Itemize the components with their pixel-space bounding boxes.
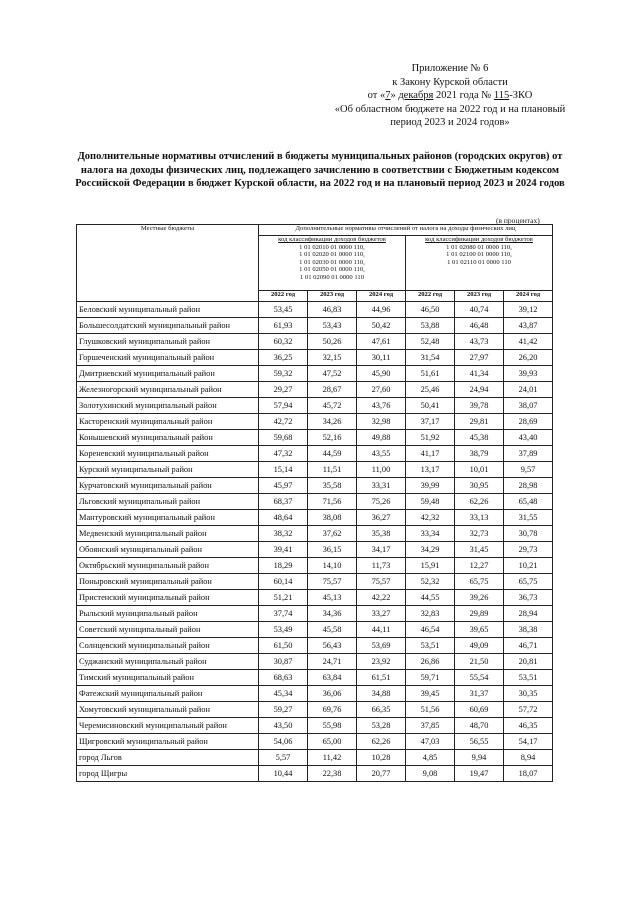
normative-value: 45,58 (308, 622, 357, 638)
normative-value: 62,26 (357, 734, 406, 750)
normative-value: 11,51 (308, 462, 357, 478)
table-row (77, 302, 553, 318)
normative-value: 38,79 (455, 446, 504, 462)
document-title: Дополнительные нормативы отчислений в бюджеты муниципальных районов (городских округов) от налога на доходы физических лиц, подлежащего зачислению в соответствии с Бюджетным кодексом Российской Федерации в бюджет Курской области, на 2022 год и на плановый период 2023 и 2024 годов (75, 151, 565, 189)
normative-value: 42,72 (259, 414, 308, 430)
normative-value: 33,27 (357, 606, 406, 622)
normative-value: 51,92 (406, 430, 455, 446)
normative-value: 18,29 (259, 558, 308, 574)
budget-name: Хомутовский муниципальный район (77, 702, 259, 718)
table-row (77, 590, 553, 606)
budget-name: Рыльский муниципальный район (77, 606, 259, 622)
normative-value: 27,97 (455, 350, 504, 366)
budget-name: Фатежский муниципальный район (77, 686, 259, 702)
budget-name: Кореневский муниципальный район (77, 446, 259, 462)
normative-value: 29,73 (504, 542, 553, 558)
budget-name: Обоянский муниципальный район (77, 542, 259, 558)
normative-value: 47,32 (259, 446, 308, 462)
normative-value: 65,48 (504, 494, 553, 510)
normative-value: 36,06 (308, 686, 357, 702)
table-row (77, 574, 553, 590)
annex-law-title-1: «Об областном бюджете на 2022 год и на плановый (334, 103, 566, 115)
normative-value: 29,89 (455, 606, 504, 622)
annex-date-month: декабря (398, 90, 434, 101)
normative-value: 10,01 (455, 462, 504, 478)
normative-value: 4,85 (406, 750, 455, 766)
normative-value: 14,10 (308, 558, 357, 574)
budget-name: Мантуровский муниципальный район (77, 510, 259, 526)
normative-value: 20,77 (357, 766, 406, 782)
budget-name: Солнцевский муниципальный район (77, 638, 259, 654)
normative-value: 39,65 (455, 622, 504, 638)
table-row (77, 414, 553, 430)
budget-name: Тимский муниципальный район (77, 670, 259, 686)
normative-value: 26,20 (504, 350, 553, 366)
normative-value: 13,17 (406, 462, 455, 478)
table-row (77, 430, 553, 446)
normative-value: 53,51 (406, 638, 455, 654)
normative-value: 48,64 (259, 510, 308, 526)
normative-value: 41,34 (455, 366, 504, 382)
column-header-budgets: Местные бюджеты (77, 225, 259, 302)
table-row (77, 622, 553, 638)
budget-name: Октябрьский муниципальный район (77, 558, 259, 574)
normative-value: 50,42 (357, 318, 406, 334)
normative-value: 37,74 (259, 606, 308, 622)
normatives-table (76, 224, 553, 782)
normative-value: 9,57 (504, 462, 553, 478)
normative-value: 21,50 (455, 654, 504, 670)
normative-value: 37,85 (406, 718, 455, 734)
normative-value: 51,56 (406, 702, 455, 718)
normative-value: 50,26 (308, 334, 357, 350)
normative-value: 62,26 (455, 494, 504, 510)
annex-date-day: 7 (385, 90, 391, 101)
normative-value: 32,83 (406, 606, 455, 622)
normative-value: 10,28 (357, 750, 406, 766)
normative-value: 44,55 (406, 590, 455, 606)
normative-value: 33,34 (406, 526, 455, 542)
normative-value: 59,68 (259, 430, 308, 446)
normative-value: 46,83 (308, 302, 357, 318)
table-row (77, 462, 553, 478)
normative-value: 31,54 (406, 350, 455, 366)
normative-value: 46,48 (455, 318, 504, 334)
normative-value: 49,88 (357, 430, 406, 446)
year-header: 2024 год (357, 291, 406, 302)
normative-value: 54,17 (504, 734, 553, 750)
normative-value: 53,45 (259, 302, 308, 318)
normative-value: 59,48 (406, 494, 455, 510)
normative-value: 68,63 (259, 670, 308, 686)
normative-value: 75,57 (308, 574, 357, 590)
table-row (77, 638, 553, 654)
normative-value: 75,57 (357, 574, 406, 590)
normative-value: 28,67 (308, 382, 357, 398)
normative-value: 34,17 (357, 542, 406, 558)
normative-value: 38,08 (308, 510, 357, 526)
budget-name: Курчатовский муниципальный район (77, 478, 259, 494)
normative-value: 34,26 (308, 414, 357, 430)
budget-name: Советский муниципальный район (77, 622, 259, 638)
normative-value: 56,43 (308, 638, 357, 654)
normative-value: 44,11 (357, 622, 406, 638)
budget-name: Беловский муниципальный район (77, 302, 259, 318)
table-row (77, 702, 553, 718)
normative-value: 11,42 (308, 750, 357, 766)
normative-value: 22,38 (308, 766, 357, 782)
budget-name: Золотухинский муниципальный район (77, 398, 259, 414)
normative-value: 30,11 (357, 350, 406, 366)
normative-value: 33,13 (455, 510, 504, 526)
normative-value: 53,51 (504, 670, 553, 686)
normative-value: 37,17 (406, 414, 455, 430)
normative-value: 44,96 (357, 302, 406, 318)
normative-value: 71,56 (308, 494, 357, 510)
table-row (77, 558, 553, 574)
normative-value: 43,55 (357, 446, 406, 462)
normative-value: 23,92 (357, 654, 406, 670)
normative-value: 35,58 (308, 478, 357, 494)
normative-value: 39,26 (455, 590, 504, 606)
normative-value: 60,69 (455, 702, 504, 718)
normative-value: 37,62 (308, 526, 357, 542)
normative-value: 39,78 (455, 398, 504, 414)
budget-name: Льговский муниципальный район (77, 494, 259, 510)
code-line: 1 01 02050 01 0000 110, (299, 266, 365, 274)
codes-left (259, 236, 406, 291)
table-row (77, 366, 553, 382)
normative-value: 27,60 (357, 382, 406, 398)
normative-value: 39,41 (259, 542, 308, 558)
table-row (77, 750, 553, 766)
normative-value: 59,32 (259, 366, 308, 382)
normative-value: 29,27 (259, 382, 308, 398)
group-header: Дополнительные нормативы отчислений от налога на доходы физических лиц (259, 225, 553, 236)
normative-value: 46,50 (406, 302, 455, 318)
normative-value: 57,94 (259, 398, 308, 414)
unit-label: (в процентах) (496, 216, 540, 225)
normative-value: 43,40 (504, 430, 553, 446)
normative-value: 12,27 (455, 558, 504, 574)
budget-name: Касторенский муниципальный район (77, 414, 259, 430)
normative-value: 46,71 (504, 638, 553, 654)
normative-value: 45,38 (455, 430, 504, 446)
normative-value: 65,75 (455, 574, 504, 590)
normative-value: 59,71 (406, 670, 455, 686)
normative-value: 53,28 (357, 718, 406, 734)
normative-value: 39,12 (504, 302, 553, 318)
normative-value: 75,26 (357, 494, 406, 510)
normative-value: 20,81 (504, 654, 553, 670)
budget-name: Большесолдатский муниципальный район (77, 318, 259, 334)
normative-value: 61,51 (357, 670, 406, 686)
normative-value: 15,14 (259, 462, 308, 478)
annex-law-ref: к Закону Курской области (392, 76, 508, 88)
table-row (77, 494, 553, 510)
normative-value: 55,98 (308, 718, 357, 734)
budget-name: Конышевский муниципальный район (77, 430, 259, 446)
normative-value: 48,70 (455, 718, 504, 734)
annex-header (300, 62, 600, 130)
table-row (77, 606, 553, 622)
normative-value: 8,94 (504, 750, 553, 766)
table-row (77, 718, 553, 734)
table-row (77, 446, 553, 462)
codes-right-title: код классификации доходов бюджетов (425, 236, 533, 243)
normative-value: 38,07 (504, 398, 553, 414)
normative-value: 5,57 (259, 750, 308, 766)
normative-value: 28,69 (504, 414, 553, 430)
normative-value: 10,21 (504, 558, 553, 574)
normative-value: 11,00 (357, 462, 406, 478)
normative-value: 38,32 (259, 526, 308, 542)
normative-value: 45,34 (259, 686, 308, 702)
annex-law-title-2: период 2023 и 2024 годов» (390, 117, 510, 128)
normative-value: 39,93 (504, 366, 553, 382)
normative-value: 63,84 (308, 670, 357, 686)
annex-number: Приложение № 6 (411, 63, 489, 74)
normative-value: 43,87 (504, 318, 553, 334)
budget-name: Поныровский муниципальный район (77, 574, 259, 590)
normative-value: 9,08 (406, 766, 455, 782)
normative-value: 51,61 (406, 366, 455, 382)
normative-value: 60,14 (259, 574, 308, 590)
normative-value: 65,00 (308, 734, 357, 750)
codes-right (406, 236, 553, 291)
code-line: 1 01 02020 01 0000 110, (299, 251, 365, 259)
normative-value: 50,41 (406, 398, 455, 414)
normative-value: 36,25 (259, 350, 308, 366)
budget-name: город Льгов (77, 750, 259, 766)
normative-value: 33,31 (357, 478, 406, 494)
normative-value: 52,32 (406, 574, 455, 590)
normative-value: 41,42 (504, 334, 553, 350)
budget-name: Курский муниципальный район (77, 462, 259, 478)
budget-name: Медвенский муниципальный район (77, 526, 259, 542)
table-row (77, 398, 553, 414)
normative-value: 35,38 (357, 526, 406, 542)
normative-value: 36,27 (357, 510, 406, 526)
normative-value: 52,16 (308, 430, 357, 446)
normative-value: 36,15 (308, 542, 357, 558)
budget-name: Черемисиновский муниципальный район (77, 718, 259, 734)
normative-value: 53,88 (406, 318, 455, 334)
normative-value: 37,89 (504, 446, 553, 462)
budget-name: Дмитриевский муниципальный район (77, 366, 259, 382)
table-row (77, 670, 553, 686)
table-row (77, 510, 553, 526)
code-line: 1 01 02010 01 0000 110, (299, 243, 365, 251)
normative-value: 45,72 (308, 398, 357, 414)
normative-value: 47,61 (357, 334, 406, 350)
normative-value: 24,94 (455, 382, 504, 398)
budget-name: Суджанский муниципальный район (77, 654, 259, 670)
normative-value: 54,06 (259, 734, 308, 750)
normative-value: 46,54 (406, 622, 455, 638)
code-line: 1 01 02080 01 0000 110, (446, 243, 512, 251)
normative-value: 11,73 (357, 558, 406, 574)
normative-value: 47,03 (406, 734, 455, 750)
table-row (77, 734, 553, 750)
normative-value: 34,36 (308, 606, 357, 622)
normative-value: 60,32 (259, 334, 308, 350)
code-line: 1 01 02030 01 0000 110, (299, 258, 365, 266)
normative-value: 61,50 (259, 638, 308, 654)
normative-value: 38,38 (504, 622, 553, 638)
normative-value: 53,49 (259, 622, 308, 638)
normative-value: 59,27 (259, 702, 308, 718)
normative-value: 19,47 (455, 766, 504, 782)
normative-value: 30,87 (259, 654, 308, 670)
normative-value: 53,69 (357, 638, 406, 654)
normative-value: 34,88 (357, 686, 406, 702)
normative-value: 53,43 (308, 318, 357, 334)
normative-value: 42,32 (406, 510, 455, 526)
normative-value: 61,93 (259, 318, 308, 334)
normative-value: 26,86 (406, 654, 455, 670)
normative-value: 43,50 (259, 718, 308, 734)
normative-value: 30,78 (504, 526, 553, 542)
code-line: 1 01 02100 01 0000 110, (446, 251, 512, 259)
budget-name: Щигровский муниципальный район (77, 734, 259, 750)
normative-value: 25,46 (406, 382, 455, 398)
normative-value: 40,74 (455, 302, 504, 318)
normative-value: 28,94 (504, 606, 553, 622)
code-line: 1 01 02090 01 0000 110 (299, 273, 365, 281)
normative-value: 66,35 (357, 702, 406, 718)
normative-value: 36,73 (504, 590, 553, 606)
normative-value: 68,37 (259, 494, 308, 510)
codes-left-title: код классификации доходов бюджетов (278, 236, 386, 243)
normative-value: 56,55 (455, 734, 504, 750)
table-row (77, 350, 553, 366)
normative-value: 10,44 (259, 766, 308, 782)
budget-name: город Щигры (77, 766, 259, 782)
normative-value: 44,59 (308, 446, 357, 462)
normative-value: 46,35 (504, 718, 553, 734)
budget-name: Глушковский муниципальный район (77, 334, 259, 350)
normative-value: 31,55 (504, 510, 553, 526)
normative-value: 30,35 (504, 686, 553, 702)
normative-value: 45,13 (308, 590, 357, 606)
normative-value: 42,22 (357, 590, 406, 606)
table-row (77, 478, 553, 494)
normative-value: 43,76 (357, 398, 406, 414)
normative-value: 52,48 (406, 334, 455, 350)
normative-value: 45,97 (259, 478, 308, 494)
normative-value: 29,81 (455, 414, 504, 430)
normative-value: 32,98 (357, 414, 406, 430)
table-body (77, 302, 553, 782)
normative-value: 69,76 (308, 702, 357, 718)
normative-value: 18,07 (504, 766, 553, 782)
normative-value: 24,71 (308, 654, 357, 670)
year-header: 2024 год (504, 291, 553, 302)
year-header: 2022 год (406, 291, 455, 302)
table-row (77, 382, 553, 398)
normative-value: 15,91 (406, 558, 455, 574)
year-header: 2023 год (455, 291, 504, 302)
normative-value: 34,29 (406, 542, 455, 558)
code-line: 1 01 02110 01 0000 110 (447, 258, 511, 266)
normative-value: 57,72 (504, 702, 553, 718)
normative-value: 43,73 (455, 334, 504, 350)
year-header: 2023 год (308, 291, 357, 302)
normative-value: 65,75 (504, 574, 553, 590)
normative-value: 24,01 (504, 382, 553, 398)
normative-value: 41,17 (406, 446, 455, 462)
normative-value: 9,94 (455, 750, 504, 766)
year-header: 2022 год (259, 291, 308, 302)
normative-value: 45,90 (357, 366, 406, 382)
table-row (77, 654, 553, 670)
annex-date-line: от «7» декабря 2021 года № 115-ЗКО (367, 90, 533, 101)
table-row (77, 526, 553, 542)
normative-value: 30,95 (455, 478, 504, 494)
table-row (77, 318, 553, 334)
normative-value: 55,54 (455, 670, 504, 686)
budget-name: Горшеченский муниципальный район (77, 350, 259, 366)
normative-value: 39,45 (406, 686, 455, 702)
normative-value: 31,37 (455, 686, 504, 702)
table-row (77, 334, 553, 350)
normative-value: 28,98 (504, 478, 553, 494)
budget-name: Пристенский муниципальный район (77, 590, 259, 606)
normative-value: 47,52 (308, 366, 357, 382)
normative-value: 51,21 (259, 590, 308, 606)
table-row (77, 542, 553, 558)
normative-value: 32,15 (308, 350, 357, 366)
table-row (77, 766, 553, 782)
normative-value: 31,45 (455, 542, 504, 558)
normative-value: 32,73 (455, 526, 504, 542)
annex-law-number: 115 (493, 90, 510, 101)
normative-value: 39,99 (406, 478, 455, 494)
budget-name: Железногорский муниципальный район (77, 382, 259, 398)
table-row (77, 686, 553, 702)
normative-value: 49,09 (455, 638, 504, 654)
